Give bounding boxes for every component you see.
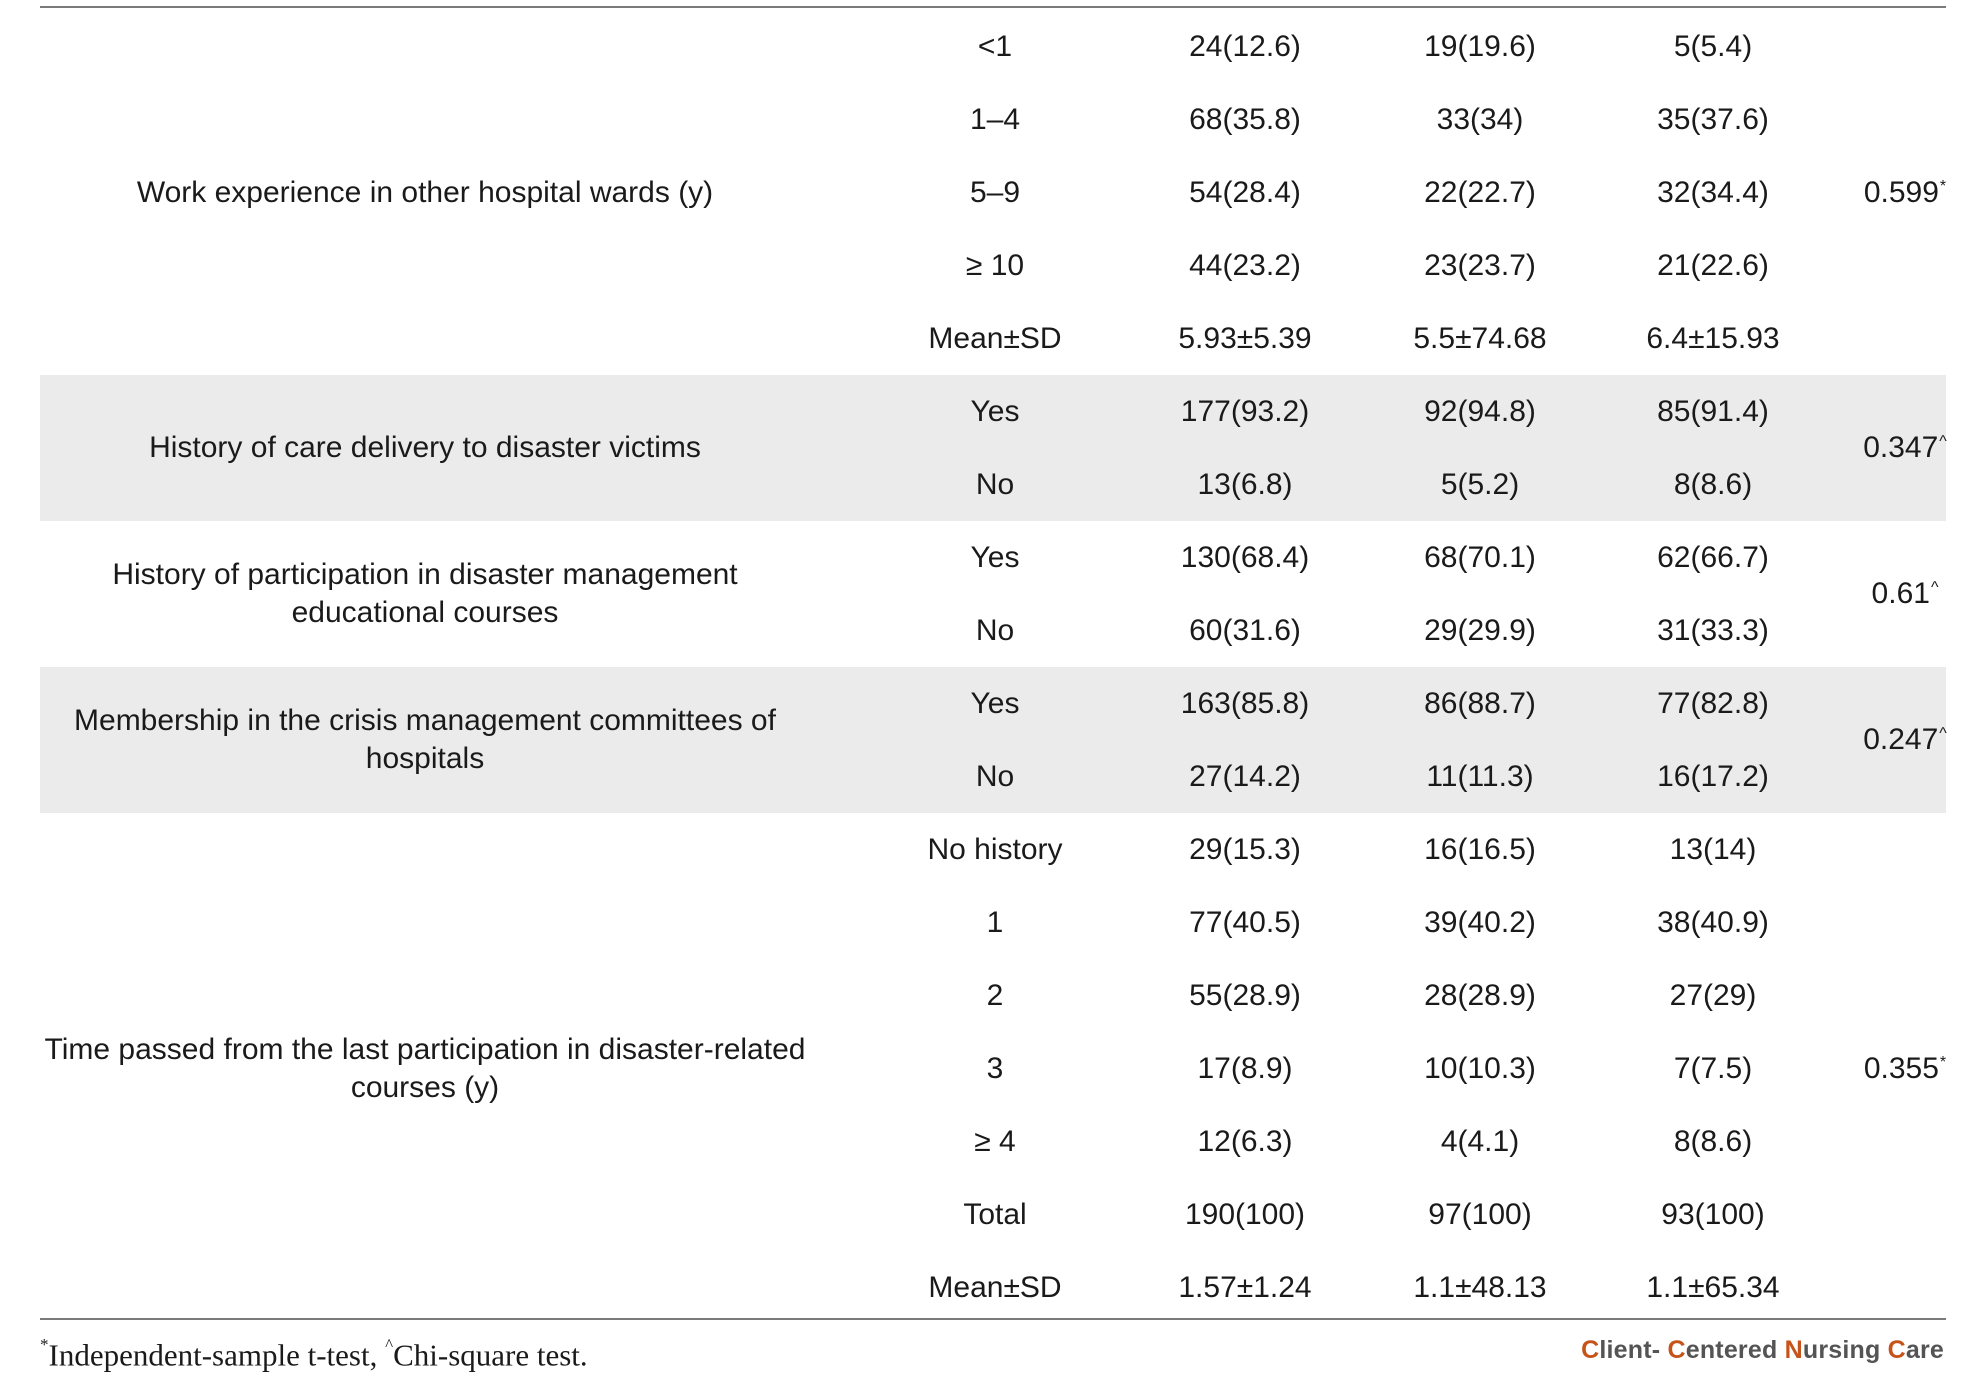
group2-count-cell: 16(17.2) [1657,760,1769,793]
table-footnote [40,1326,588,1378]
p-value-number: 0.355 [1863,1051,1939,1085]
journal-brand-logo: Client- Centered Nursing Care [1581,1336,1944,1364]
variable-label: Work experience in other hospital wards (y) [136,175,714,209]
total-count-cell: 68(35.8) [1189,103,1301,136]
total-count-cell: 190(100) [1184,1198,1306,1231]
group1-count-cell: 97(100) [1428,1198,1532,1231]
group2-count-cell: 6.4±15.93 [1646,322,1780,355]
variable-group [40,10,1946,375]
total-count-cell: 27(14.2) [1189,760,1301,793]
table-row [40,667,1946,740]
p-value-test-mark: * [1939,1053,1947,1071]
table-bottom-rule [40,1318,1946,1320]
category-cell: Yes [970,541,1020,574]
group1-count-cell: 68(70.1) [1424,541,1536,574]
variable-group [40,521,1946,667]
category-cell: Yes [970,395,1020,428]
group2-count-cell: 8(8.6) [1673,1125,1753,1158]
group1-count-cell: 16(16.5) [1424,833,1536,866]
footnote-mark-chisq: ^ [385,1335,394,1354]
group2-count-cell: 31(33.3) [1657,614,1769,647]
variable-label: Time passed from the last participation in disaster-related courses (y) [44,1032,806,1104]
group2-count-cell: 7(7.5) [1673,1052,1753,1085]
category-cell: 5–9 [969,176,1021,209]
category-cell: 2 [986,979,1004,1012]
category-cell: No [975,760,1015,793]
variable-group [40,375,1946,521]
category-cell: Mean±SD [928,322,1062,355]
table-row [40,1178,1946,1251]
total-count-cell: 44(23.2) [1189,249,1301,282]
table-row [40,959,1946,1032]
table-row [40,521,1946,594]
category-cell: Mean±SD [928,1271,1062,1304]
group2-count-cell: 1.1±65.34 [1646,1271,1780,1304]
variable-label: Membership in the crisis management committees of hospitals [74,704,776,775]
category-cell: Total [963,1198,1027,1231]
group1-count-cell: 5(5.2) [1440,468,1520,501]
variable-label: History of participation in disaster management educational courses [112,558,738,629]
total-count-cell: 55(28.9) [1189,979,1301,1012]
category-cell: 3 [986,1052,1004,1085]
total-count-cell: 5.93±5.39 [1178,322,1312,355]
table-top-rule [40,6,1946,8]
total-count-cell: 29(15.3) [1189,833,1301,866]
group2-count-cell: 35(37.6) [1657,103,1769,136]
group1-count-cell: 23(23.7) [1424,249,1536,282]
table-row [40,1032,1946,1105]
table-row [40,448,1946,521]
p-value-test-mark: ^ [1930,579,1939,596]
table-row [40,156,1946,229]
p-value-number: 0.247 [1863,723,1939,756]
table-row [40,1251,1946,1324]
table-row [40,229,1946,302]
group1-count-cell: 86(88.7) [1424,687,1536,720]
group1-count-cell: 92(94.8) [1424,395,1536,428]
total-count-cell: 77(40.5) [1189,906,1301,939]
total-count-cell: 54(28.4) [1189,176,1301,209]
p-value-number: 0.61 [1871,577,1930,610]
table-row [40,594,1946,667]
group1-count-cell: 22(22.7) [1424,176,1536,209]
footnote-mark-ttest: * [40,1335,49,1354]
group1-count-cell: 4(4.1) [1440,1125,1520,1158]
table-row [40,302,1946,375]
footnote-chisq-text: Chi-square test. [393,1337,588,1373]
group2-count-cell: 27(29) [1669,979,1757,1012]
footnote-ttest-text: Independent-sample t-test, [48,1337,386,1373]
group2-count-cell: 77(82.8) [1657,687,1769,720]
category-cell: ≥ 4 [974,1125,1016,1158]
category-cell: Yes [970,687,1020,720]
table-row [40,740,1946,813]
category-cell: No [975,614,1015,647]
table-row [40,83,1946,156]
category-cell: No [975,468,1015,501]
group2-count-cell: 62(66.7) [1657,541,1769,574]
total-count-cell: 12(6.3) [1197,1125,1293,1158]
group1-count-cell: 28(28.9) [1424,979,1536,1012]
group2-count-cell: 32(34.4) [1657,176,1769,209]
total-count-cell: 13(6.8) [1197,468,1293,501]
group2-count-cell: 5(5.4) [1673,30,1753,63]
variable-group [40,813,1946,1324]
p-value-test-mark: ^ [1939,725,1947,742]
group1-count-cell: 1.1±48.13 [1413,1271,1547,1304]
category-cell: <1 [977,30,1013,63]
p-value-test-mark: * [1939,177,1947,195]
group1-count-cell: 33(34) [1436,103,1524,136]
group2-count-cell: 8(8.6) [1673,468,1753,501]
table-row [40,813,1946,886]
group2-count-cell: 38(40.9) [1657,906,1769,939]
p-value-number: 0.347 [1863,431,1939,464]
group1-count-cell: 19(19.6) [1424,30,1536,63]
category-cell: ≥ 10 [965,249,1025,282]
total-count-cell: 60(31.6) [1189,614,1301,647]
total-count-cell: 177(93.2) [1180,395,1310,428]
table-row [40,375,1946,448]
total-count-cell: 17(8.9) [1197,1052,1293,1085]
p-value-test-mark: ^ [1939,433,1947,450]
group1-count-cell: 11(11.3) [1426,760,1534,793]
total-count-cell: 1.57±1.24 [1178,1271,1312,1304]
category-cell: 1–4 [969,103,1021,136]
group1-count-cell: 5.5±74.68 [1413,322,1547,355]
group2-count-cell: 13(14) [1669,833,1757,866]
group2-count-cell: 93(100) [1661,1198,1765,1231]
group1-count-cell: 10(10.3) [1424,1052,1536,1085]
p-value-number: 0.599 [1863,175,1939,209]
group1-count-cell: 29(29.9) [1424,614,1536,647]
group2-count-cell: 85(91.4) [1657,395,1769,428]
total-count-cell: 130(68.4) [1180,541,1310,574]
table-row [40,886,1946,959]
category-cell: 1 [986,906,1004,939]
variable-label: History of care delivery to disaster victims [149,431,701,464]
table-row [40,1105,1946,1178]
total-count-cell: 163(85.8) [1180,687,1310,720]
total-count-cell: 24(12.6) [1189,30,1301,63]
table-row [40,10,1946,83]
category-cell: No history [927,833,1063,866]
group1-count-cell: 39(40.2) [1424,906,1536,939]
group2-count-cell: 21(22.6) [1657,249,1769,282]
variable-group [40,667,1946,813]
